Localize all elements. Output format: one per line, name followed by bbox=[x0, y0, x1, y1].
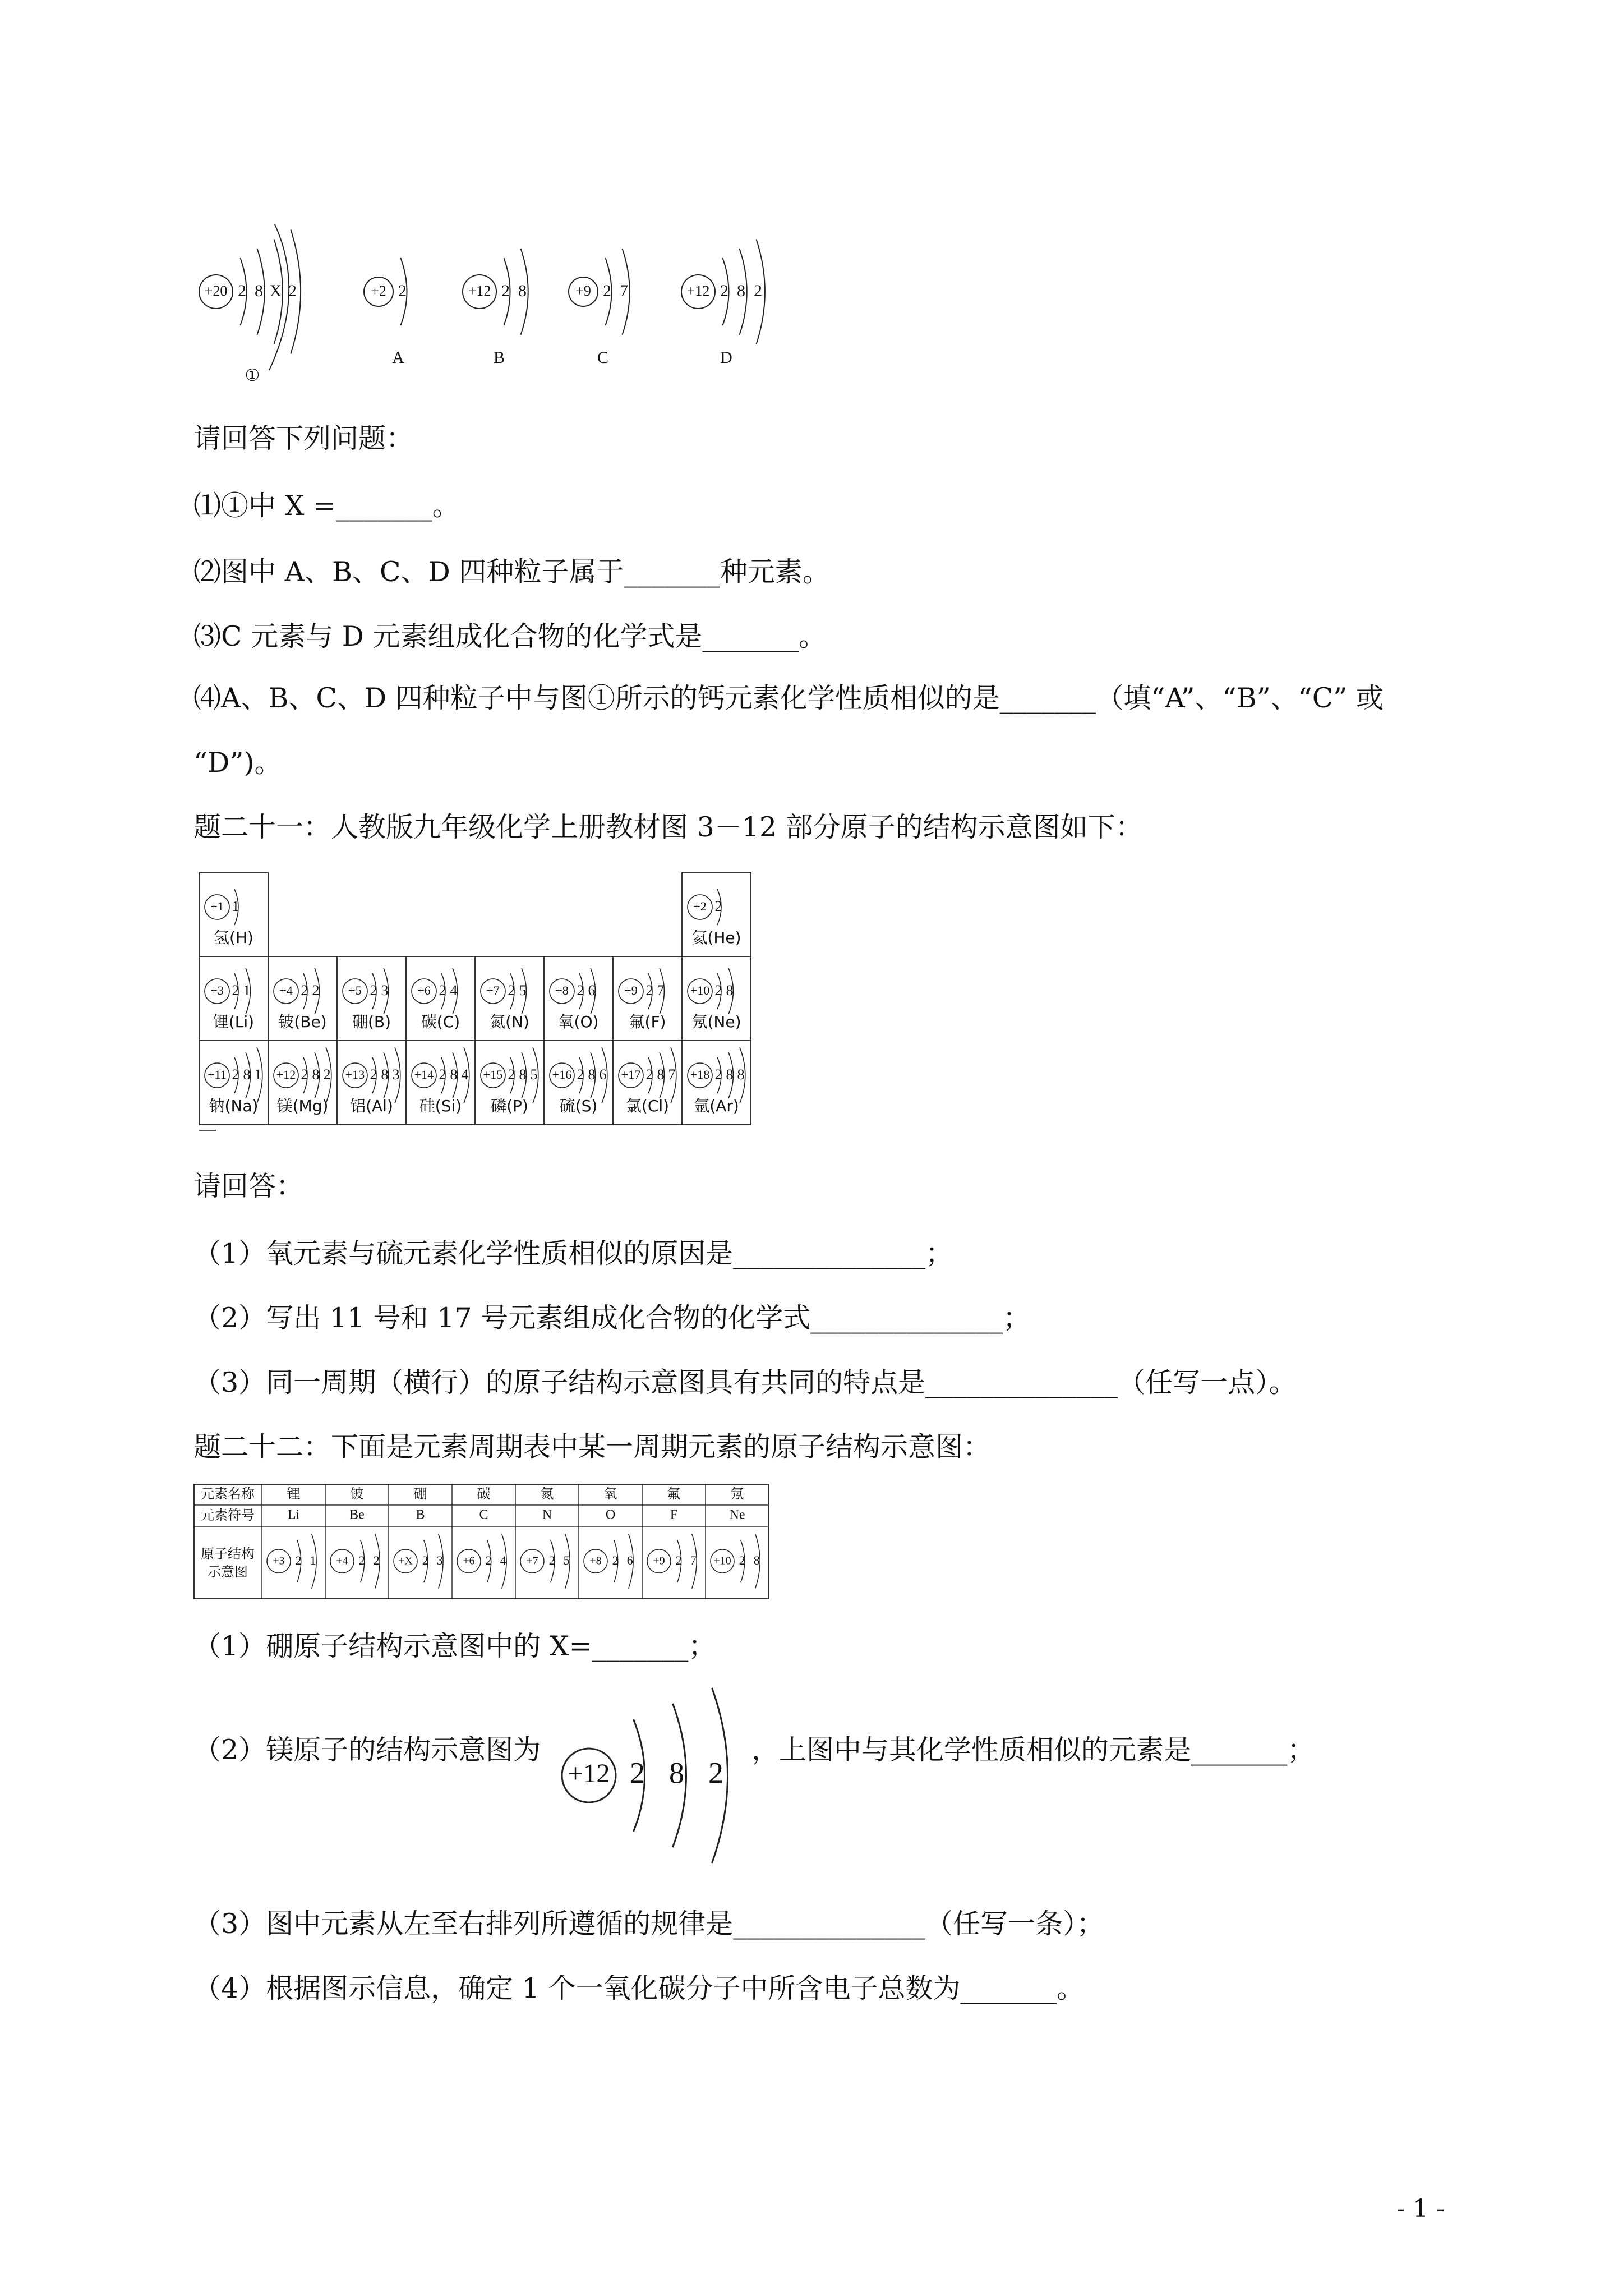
nucleus-charge: +8 bbox=[555, 983, 569, 998]
atom-diagram bbox=[569, 249, 630, 335]
nucleus-charge: +X bbox=[398, 1554, 413, 1567]
nucleus-charge: +6 bbox=[417, 983, 431, 998]
element-name: 铍(Be) bbox=[278, 1013, 327, 1031]
shell-electron-count: 2 bbox=[323, 1066, 331, 1083]
atom-diagram bbox=[584, 1534, 633, 1588]
element-cell bbox=[406, 956, 475, 1041]
shell-electron-count: 4 bbox=[500, 1553, 506, 1568]
nucleus-charge: +9 bbox=[653, 1554, 665, 1567]
atom-diagram bbox=[330, 1534, 380, 1588]
element-name: 碳 bbox=[477, 1486, 491, 1502]
element-name: 锂(Li) bbox=[213, 1013, 255, 1031]
q22-title: 题二十二：下面是元素周期表中某一周期元素的原子结构示意图： bbox=[193, 1431, 991, 1463]
nucleus-charge: +8 bbox=[589, 1554, 602, 1567]
atom-label: B bbox=[493, 348, 505, 367]
atom-diagram bbox=[688, 968, 734, 1014]
q20-question-4a: ⑷A、B、C、D 四种粒子中与图①所示的钙元素化学性质相似的是_______（填“A”、“B”、“C” 或 bbox=[193, 682, 1384, 714]
shell-electron-count: 2 bbox=[232, 982, 239, 999]
shell-electron-count: 2 bbox=[301, 982, 308, 999]
shell-electron-count: 2 bbox=[422, 1553, 428, 1568]
q21-title: 题二十一：人教版九年级化学上册教材图 3－12 部分原子的结构示意图如下： bbox=[193, 811, 1143, 843]
atom-diagram bbox=[394, 1534, 443, 1588]
shell-electron-count: 4 bbox=[461, 1066, 469, 1083]
nucleus-charge: +14 bbox=[414, 1068, 434, 1082]
element-name: 硼 bbox=[413, 1486, 427, 1502]
shell-electron-count: 8 bbox=[588, 1066, 596, 1083]
shell-electron-count: 2 bbox=[645, 1066, 653, 1083]
element-cell bbox=[544, 956, 613, 1041]
q20-question-1: ⑴①中 X =_______。 bbox=[193, 490, 460, 522]
figure-atom-diagrams bbox=[185, 202, 802, 393]
nucleus-charge: +2 bbox=[371, 282, 386, 299]
shell-electron-count: 5 bbox=[563, 1553, 570, 1568]
element-name: 氟 bbox=[667, 1486, 681, 1502]
shell-electron-count: 1 bbox=[243, 982, 251, 999]
shell-electron-count: 7 bbox=[657, 982, 665, 999]
shell-electron-count: 2 bbox=[548, 1553, 555, 1568]
element-name: 钠(Na) bbox=[209, 1097, 259, 1115]
nucleus-charge: +3 bbox=[210, 983, 224, 998]
element-name: 氖(Ne) bbox=[691, 1013, 741, 1031]
atom-diagram bbox=[550, 968, 596, 1014]
shell-electron-count: 3 bbox=[436, 1553, 443, 1568]
atom-label: A bbox=[392, 348, 404, 367]
shell-electron-count: 2 bbox=[577, 1066, 584, 1083]
element-name: 锂 bbox=[287, 1486, 301, 1502]
nucleus-charge: +4 bbox=[336, 1554, 348, 1567]
row-header-name: 元素名称 bbox=[201, 1486, 255, 1502]
shell-electron-count: 2 bbox=[358, 1553, 365, 1568]
atom-label: ① bbox=[245, 366, 260, 385]
shell-electron-count: 2 bbox=[439, 982, 446, 999]
element-symbol: Li bbox=[287, 1507, 300, 1522]
atom-diagram bbox=[205, 1047, 262, 1103]
shell-electron-count: 6 bbox=[599, 1066, 607, 1083]
atom-label: C bbox=[597, 348, 609, 367]
atom-diagram bbox=[199, 230, 301, 354]
atom-diagram bbox=[619, 968, 665, 1014]
shell-electron-count: 8 bbox=[737, 281, 745, 300]
element-name: 镁(Mg) bbox=[276, 1097, 329, 1115]
atom-diagram bbox=[463, 249, 528, 335]
nucleus-charge: +12 bbox=[568, 1759, 610, 1789]
element-symbol: Be bbox=[349, 1507, 365, 1522]
element-name: 磷(P) bbox=[491, 1097, 528, 1115]
shell-electron-count: 2 bbox=[720, 281, 728, 300]
nucleus-charge: +5 bbox=[348, 983, 362, 998]
shell-electron-count: 2 bbox=[714, 982, 722, 999]
element-cell bbox=[337, 1041, 406, 1125]
element-cell bbox=[613, 956, 682, 1041]
nucleus-charge: +16 bbox=[552, 1068, 572, 1082]
atom-diagram bbox=[274, 968, 320, 1014]
shell-electron-count: 7 bbox=[690, 1553, 697, 1568]
page-number: - 1 - bbox=[1396, 2194, 1445, 2223]
element-symbol: F bbox=[670, 1507, 678, 1522]
atom-diagram bbox=[412, 1047, 469, 1103]
element-name: 氢(H) bbox=[214, 928, 253, 947]
shell-electron-count: 8 bbox=[519, 1066, 527, 1083]
q21-question-2: （2）写出 11 号和 17 号元素组成化合物的化学式______________； bbox=[193, 1302, 1031, 1334]
nucleus-charge: +6 bbox=[463, 1554, 475, 1567]
element-name: 氮 bbox=[540, 1486, 554, 1502]
shell-electron-count: 2 bbox=[612, 1553, 619, 1568]
shell-electron-count: 1 bbox=[254, 1066, 262, 1083]
shell-electron-count: 8 bbox=[255, 281, 263, 300]
element-name: 铝(Al) bbox=[350, 1097, 393, 1115]
shell-electron-count: 2 bbox=[739, 1553, 745, 1568]
shell-electron-count: 2 bbox=[501, 281, 510, 300]
atom-diagram bbox=[562, 1688, 728, 1863]
shell-electron-count: 1 bbox=[232, 898, 239, 914]
shell-electron-count: 4 bbox=[450, 982, 458, 999]
atom-diagram bbox=[205, 889, 239, 925]
nucleus-charge: +7 bbox=[526, 1554, 538, 1567]
shell-electron-count: 5 bbox=[519, 982, 527, 999]
nucleus-charge: +10 bbox=[713, 1554, 731, 1567]
shell-electron-count: 8 bbox=[753, 1553, 760, 1568]
figure-period-table bbox=[193, 1484, 777, 1613]
shell-electron-count: 7 bbox=[620, 281, 628, 300]
nucleus-charge: +12 bbox=[276, 1068, 296, 1082]
shell-electron-count: 1 bbox=[310, 1553, 316, 1568]
shell-electron-count: 8 bbox=[669, 1756, 684, 1790]
element-cell bbox=[268, 956, 337, 1041]
atom-diagram bbox=[688, 889, 722, 925]
nucleus-charge: +12 bbox=[686, 282, 710, 299]
element-cell bbox=[337, 956, 406, 1041]
shell-electron-count: 2 bbox=[714, 1066, 722, 1083]
shell-electron-count: 3 bbox=[392, 1066, 400, 1083]
element-cell bbox=[682, 872, 751, 956]
atom-diagram bbox=[364, 258, 407, 325]
shell-electron-count: 2 bbox=[301, 1066, 308, 1083]
element-cell bbox=[682, 1041, 751, 1125]
nucleus-charge: +13 bbox=[345, 1068, 365, 1082]
nucleus-charge: +9 bbox=[575, 282, 591, 299]
element-name: 碳(C) bbox=[421, 1013, 460, 1031]
figure-periodic-table bbox=[199, 872, 777, 1147]
element-name: 氩(Ar) bbox=[694, 1097, 739, 1115]
element-name: 氮(N) bbox=[490, 1013, 529, 1031]
shell-electron-count: 8 bbox=[726, 982, 734, 999]
atom-diagram bbox=[481, 968, 527, 1014]
shell-electron-count: X bbox=[269, 281, 282, 300]
shell-electron-count: 8 bbox=[726, 1066, 734, 1083]
q21-prompt: 请回答： bbox=[193, 1170, 304, 1202]
shell-electron-count: 2 bbox=[373, 1553, 380, 1568]
element-name: 氯(Cl) bbox=[625, 1097, 670, 1115]
element-name: 氧 bbox=[603, 1486, 617, 1502]
atom-diagram bbox=[647, 1534, 697, 1588]
atom-diagram bbox=[267, 1534, 316, 1588]
atom-diagram bbox=[550, 1047, 607, 1103]
element-name: 硫(S) bbox=[559, 1097, 598, 1115]
element-name: 铍 bbox=[350, 1486, 364, 1502]
q20-prompt: 请回答下列问题： bbox=[193, 422, 414, 454]
nucleus-charge: +17 bbox=[621, 1068, 641, 1082]
element-name: 氟(F) bbox=[629, 1013, 666, 1031]
shell-electron-count: 2 bbox=[675, 1553, 682, 1568]
shell-electron-count: 2 bbox=[485, 1553, 492, 1568]
nucleus-charge: +3 bbox=[273, 1554, 285, 1567]
shell-electron-count: 8 bbox=[518, 281, 527, 300]
element-cell bbox=[544, 1041, 613, 1125]
nucleus-charge: +9 bbox=[624, 983, 638, 998]
shell-electron-count: 2 bbox=[398, 281, 407, 300]
atom-diagram bbox=[274, 1047, 331, 1103]
shell-electron-count: 2 bbox=[714, 898, 722, 914]
nucleus-charge: +18 bbox=[690, 1068, 710, 1082]
nucleus-charge: +20 bbox=[204, 282, 228, 299]
q22-question-3: （3）图中元素从左至右排列所遵循的规律是______________（任写一条）； bbox=[193, 1908, 1104, 1940]
shell-electron-count: 2 bbox=[577, 982, 584, 999]
atom-diagram bbox=[412, 968, 458, 1014]
atom-diagram bbox=[457, 1534, 506, 1588]
atom-diagram bbox=[481, 1047, 538, 1103]
shell-electron-count: 2 bbox=[603, 281, 611, 300]
element-name: 氦(He) bbox=[691, 928, 741, 947]
element-symbol: O bbox=[605, 1507, 616, 1522]
atom-diagram bbox=[681, 239, 765, 344]
element-cell bbox=[406, 1041, 475, 1125]
row-header-symbol: 元素符号 bbox=[201, 1507, 255, 1523]
shell-electron-count: 6 bbox=[588, 982, 596, 999]
shell-electron-count: 2 bbox=[288, 281, 297, 300]
atom-diagram bbox=[688, 1047, 745, 1103]
element-cell bbox=[199, 1041, 268, 1125]
element-cell bbox=[199, 872, 268, 956]
row-header-diagram: 原子结构 bbox=[201, 1546, 255, 1562]
element-cell bbox=[268, 1041, 337, 1125]
shell-electron-count: 8 bbox=[243, 1066, 251, 1083]
element-cell bbox=[475, 1041, 544, 1125]
magnesium-atom-diagram bbox=[558, 1677, 743, 1885]
element-symbol: B bbox=[416, 1507, 425, 1522]
q22-question-4: （4）根据图示信息，确定 1 个一氧化碳分子中所含电子总数为_______。 bbox=[193, 1972, 1085, 2004]
element-name: 硅(Si) bbox=[419, 1097, 462, 1115]
q20-question-3: ⑶C 元素与 D 元素组成化合物的化学式是_______。 bbox=[193, 620, 827, 652]
atom-label: D bbox=[720, 348, 732, 367]
shell-electron-count: 2 bbox=[508, 1066, 515, 1083]
element-cell bbox=[682, 956, 751, 1041]
shell-electron-count: 6 bbox=[626, 1553, 633, 1568]
q22-question-2-after: ，上图中与其化学性质相似的元素是_______； bbox=[751, 1734, 1315, 1766]
nucleus-charge: +7 bbox=[486, 983, 500, 998]
shell-electron-count: 2 bbox=[708, 1756, 723, 1790]
shell-electron-count: 2 bbox=[232, 1066, 239, 1083]
nucleus-charge: +4 bbox=[279, 983, 293, 998]
shell-electron-count: 8 bbox=[657, 1066, 665, 1083]
shell-electron-count: 2 bbox=[370, 1066, 377, 1083]
shell-electron-count: 2 bbox=[312, 982, 320, 999]
q22-question-2-before: （2）镁原子的结构示意图为 bbox=[193, 1734, 541, 1766]
shell-electron-count: 2 bbox=[508, 982, 515, 999]
element-name: 硼(B) bbox=[352, 1013, 391, 1031]
shell-electron-count: 2 bbox=[439, 1066, 446, 1083]
shell-electron-count: 8 bbox=[450, 1066, 458, 1083]
shell-electron-count: 8 bbox=[312, 1066, 320, 1083]
q22-question-1: （1）硼原子结构示意图中的 X=_______； bbox=[193, 1630, 716, 1662]
shell-electron-count: 2 bbox=[295, 1553, 302, 1568]
nucleus-charge: +10 bbox=[690, 983, 710, 998]
element-cell bbox=[475, 956, 544, 1041]
shell-electron-count: 5 bbox=[530, 1066, 538, 1083]
element-cell bbox=[199, 956, 268, 1041]
atom-diagram bbox=[343, 1047, 400, 1103]
q20-question-2: ⑵图中 A、B、C、D 四种粒子属于_______种元素。 bbox=[193, 556, 830, 588]
shell-electron-count: 2 bbox=[370, 982, 377, 999]
q21-question-3: （3）同一周期（横行）的原子结构示意图具有共同的特点是______________（任写一点）。 bbox=[193, 1366, 1297, 1398]
q20-question-4b: “D”)。 bbox=[193, 747, 282, 779]
shell-electron-count: 2 bbox=[238, 281, 246, 300]
element-symbol: C bbox=[479, 1507, 488, 1522]
shell-electron-count: 3 bbox=[381, 982, 389, 999]
element-cell bbox=[613, 1041, 682, 1125]
element-symbol: Ne bbox=[729, 1507, 745, 1522]
shell-electron-count: 2 bbox=[754, 281, 762, 300]
shell-electron-count: 2 bbox=[630, 1756, 645, 1790]
shell-electron-count: 8 bbox=[737, 1066, 745, 1083]
nucleus-charge: +12 bbox=[468, 282, 491, 299]
atom-diagram bbox=[520, 1534, 570, 1588]
row-header-diagram: 示意图 bbox=[208, 1564, 248, 1580]
nucleus-charge: +2 bbox=[693, 899, 707, 914]
shell-electron-count: 2 bbox=[645, 982, 653, 999]
shell-electron-count: 7 bbox=[668, 1066, 676, 1083]
atom-diagram bbox=[205, 968, 251, 1014]
atom-diagram bbox=[343, 968, 389, 1014]
element-name: 氖 bbox=[730, 1486, 744, 1502]
atom-diagram bbox=[711, 1534, 760, 1588]
element-symbol: N bbox=[542, 1507, 552, 1522]
atom-diagram bbox=[619, 1047, 676, 1103]
shell-electron-count: 8 bbox=[381, 1066, 389, 1083]
nucleus-charge: +11 bbox=[208, 1068, 227, 1082]
q21-question-1: （1）氧元素与硫元素化学性质相似的原因是______________； bbox=[193, 1237, 953, 1269]
nucleus-charge: +1 bbox=[210, 899, 224, 914]
element-name: 氧(O) bbox=[558, 1013, 599, 1031]
nucleus-charge: +15 bbox=[483, 1068, 503, 1082]
